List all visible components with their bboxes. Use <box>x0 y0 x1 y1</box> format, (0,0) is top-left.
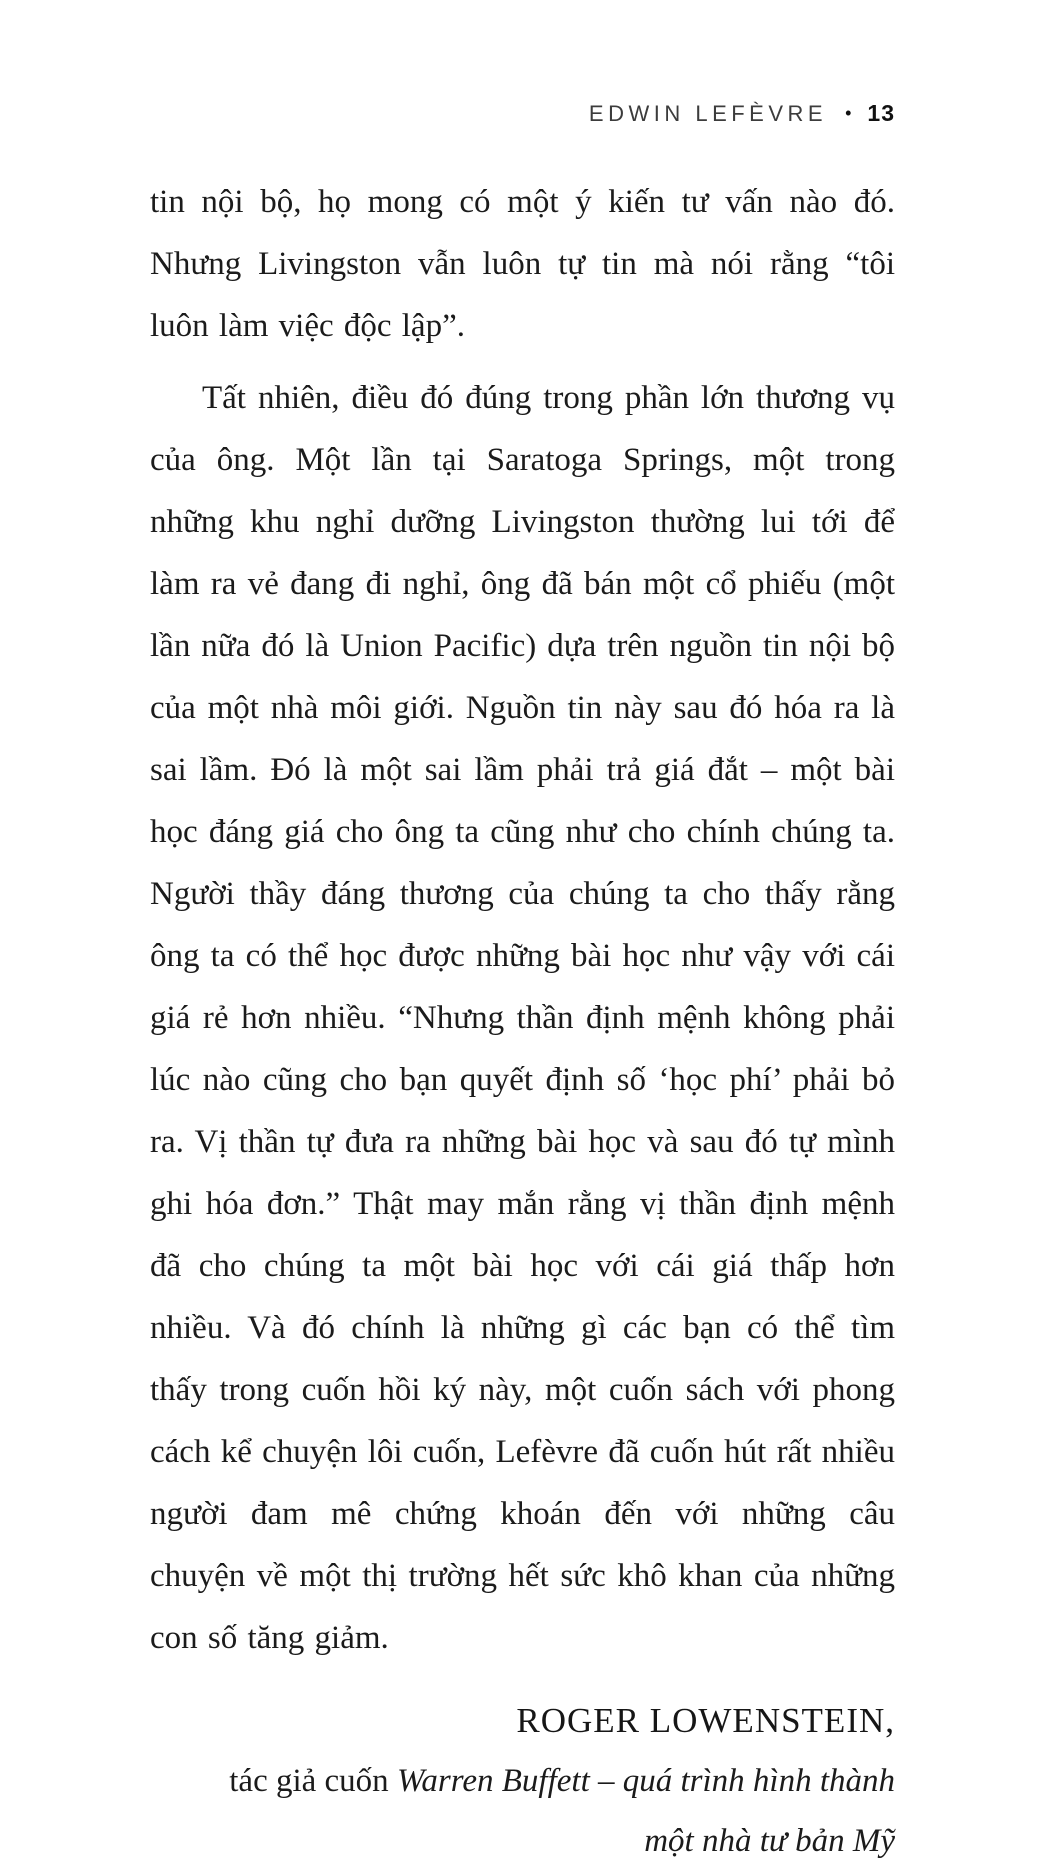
attribution-role-prefix: tác giả cuốn <box>229 1763 397 1799</box>
attribution-book-line-2: một nhà tư bản Mỹ <box>644 1823 895 1859</box>
attribution-author-name: ROGER LOWENSTEIN, <box>516 1701 895 1740</box>
header-page-number: 13 <box>867 100 895 126</box>
attribution-book-line-1 <box>150 1751 895 1811</box>
header-author-name: EDWIN LEFÈVRE <box>588 100 828 126</box>
paragraph-continued: tin nội bộ, họ mong có một ý kiến tư vấn nào đó. Nhưng Livingston vẫn luôn tự tin mà nói rằng “tôi luôn làm việc độc lập”. <box>150 184 895 344</box>
attribution-block <box>150 1691 895 1871</box>
attribution-book-title-part-1: Warren Buffett – quá trình hình thành <box>396 1763 895 1799</box>
body-text-block <box>150 171 895 1669</box>
running-header <box>150 100 895 127</box>
header-bullet-separator: • <box>845 103 852 123</box>
content-column <box>150 0 895 1871</box>
paragraph-main: Tất nhiên, điều đó đúng trong phần lớn thương vụ của ông. Một lần tại Saratoga Springs, một trong những khu nghỉ dưỡng Livingston thường lui tới để làm ra vẻ đang đi nghỉ, ông đã bán một cổ phiếu (một lần nữa đó là Union Pacific) dựa trên nguồn tin nội bộ của một nhà môi giới. Nguồn tin này sau đó hóa ra là sai lầm. Đó là một sai lầm phải trả giá đắt – một bài học đáng giá cho ông ta cũng như cho chính chúng ta. Người thầy đáng thương của chúng ta cho thấy rằng ông ta có thể học được những bài học như vậy với cái giá rẻ hơn nhiều. “Nhưng thần định mệnh không phải lúc nào cũng cho bạn quyết định số ‘học phí’ phải bỏ ra. Vị thần tự đưa ra những bài học và sau đó tự mình ghi hóa đơn.” Thật may mắn rằng vị thần định mệnh đã cho chúng ta một bài học với cái giá thấp hơn nhiều. Và đó chính là những gì các bạn có thể tìm thấy trong cuốn hồi ký này, một cuốn sách với phong cách kể chuyện lôi cuốn, Lefèvre đã cuốn hút rất nhiều người đam mê chứng khoán đến với những câu chuyện về một thị trường hết sức khô khan của những con số tăng giảm. <box>150 380 895 1656</box>
